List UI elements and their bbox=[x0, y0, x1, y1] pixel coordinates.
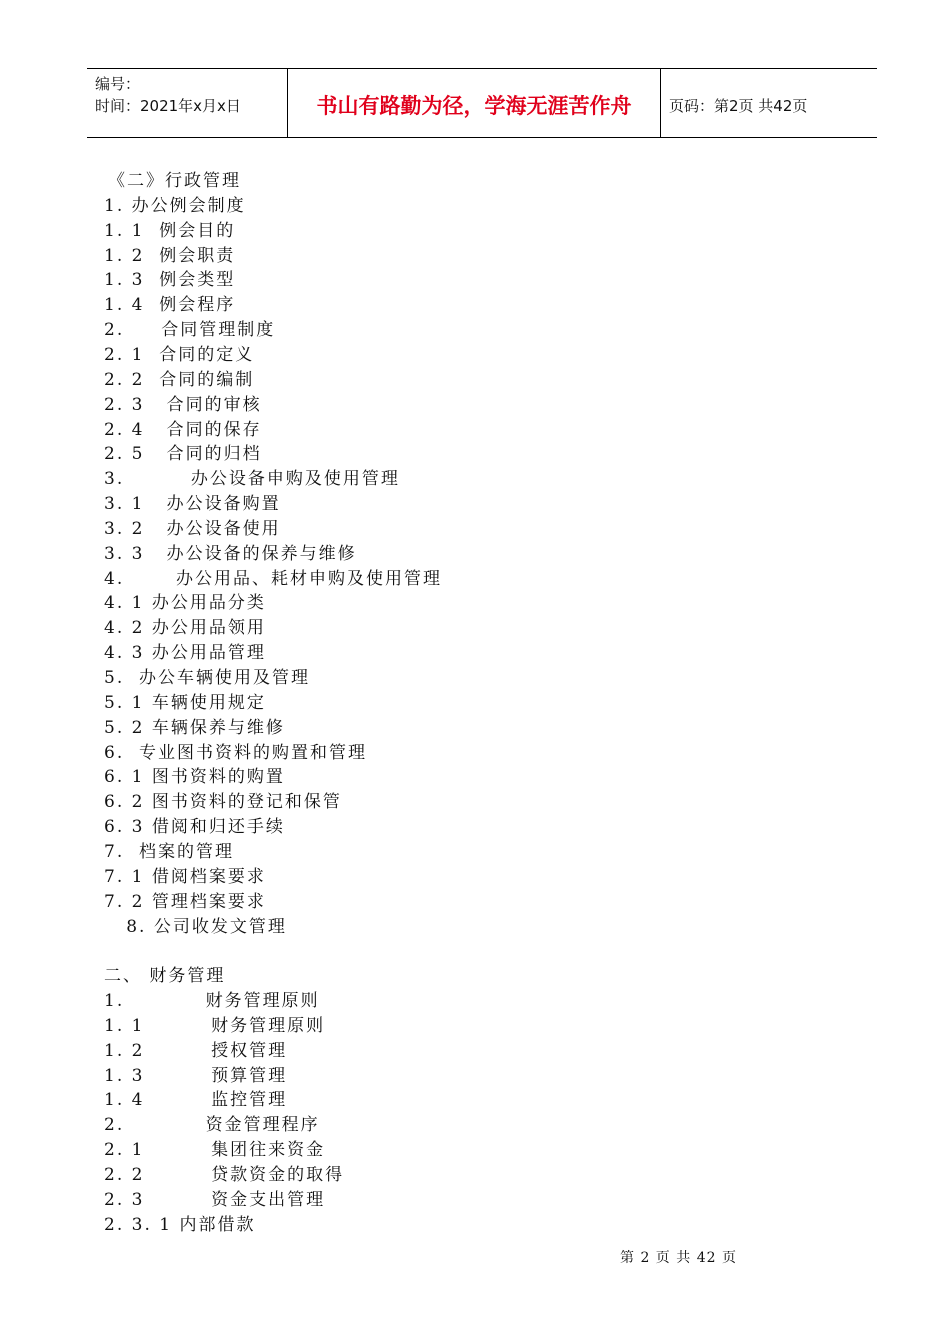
outline-line: 3. 3 办公设备的保养与维修 bbox=[104, 543, 357, 564]
outline-line: 2. 1 合同的定义 bbox=[104, 344, 255, 365]
outline-line: 2. 3. 1 内部借款 bbox=[104, 1214, 256, 1235]
outline-line: 2. 4 合同的保存 bbox=[104, 419, 262, 440]
outline-line: 7. 1 借阅档案要求 bbox=[104, 866, 266, 887]
outline-line: 2. 5 合同的归档 bbox=[104, 444, 262, 465]
outline-line: 1. 办公例会制度 bbox=[104, 195, 246, 216]
outline-line: 《二》行政管理 bbox=[108, 171, 241, 191]
outline-line: 4. 1 办公用品分类 bbox=[104, 593, 266, 614]
outline-line: 2. 1 集团往来资金 bbox=[104, 1140, 326, 1161]
outline-line: 8. 公司收发文管理 bbox=[104, 916, 287, 937]
outline-line: 1. 财务管理原则 bbox=[104, 991, 320, 1012]
outline-line: 1. 1 例会目的 bbox=[104, 220, 236, 241]
outline-line: 6. 2 图书资料的登记和保管 bbox=[104, 792, 342, 813]
outline-line: 5. 办公车辆使用及管理 bbox=[104, 668, 311, 688]
outline-line: 6. 专业图书资料的购置和管理 bbox=[104, 742, 368, 763]
outline-line: 6. 3 借阅和归还手续 bbox=[104, 817, 285, 838]
page-footer: 第 2 页 共 42 页 bbox=[620, 1250, 737, 1266]
outline-line: 3. 办公设备申购及使用管理 bbox=[104, 469, 400, 490]
outline-line: 2. 2 贷款资金的取得 bbox=[104, 1165, 345, 1185]
outline-line: 二、 财务管理 bbox=[104, 966, 226, 987]
outline-line: 4. 办公用品、耗材申购及使用管理 bbox=[104, 568, 443, 589]
outline-line: 5. 1 车辆使用规定 bbox=[104, 692, 266, 713]
outline-line: 2. 3 资金支出管理 bbox=[104, 1189, 326, 1210]
outline-line: 3. 1 办公设备购置 bbox=[104, 494, 281, 515]
outline-line: 6. 1 图书资料的购置 bbox=[104, 767, 285, 788]
outline-line: 1. 4 监控管理 bbox=[104, 1090, 288, 1111]
header-page-number: 页码：第2页 共42页 bbox=[669, 96, 808, 115]
outline-line: 1. 2 授权管理 bbox=[104, 1040, 288, 1061]
outline-line: 2. 合同管理制度 bbox=[104, 320, 276, 341]
outline-line: 1. 1 财务管理原则 bbox=[104, 1015, 326, 1036]
outline-line: 4. 3 办公用品管理 bbox=[104, 643, 266, 664]
outline-line: 5. 2 车辆保养与维修 bbox=[104, 717, 285, 738]
doc-number-label: 编号： bbox=[95, 75, 141, 93]
outline-line: 3. 2 办公设备使用 bbox=[104, 518, 281, 539]
outline-line: 2. 2 合同的编制 bbox=[104, 369, 255, 390]
outline-line: 1. 4 例会程序 bbox=[104, 295, 236, 316]
outline-line: 4. 2 办公用品领用 bbox=[104, 618, 266, 639]
outline-line: 2. 3 合同的审核 bbox=[104, 394, 262, 415]
outline-line: 2. 资金管理程序 bbox=[104, 1115, 320, 1136]
outline-line: 1. 2 例会职责 bbox=[104, 245, 236, 266]
doc-time-label: 时间：2021年x月x日 bbox=[95, 97, 241, 115]
outline-line: 7. 档案的管理 bbox=[104, 841, 235, 862]
header-motto: 书山有路勤为径，学海无涯苦作舟 bbox=[287, 69, 661, 137]
outline-line: 1. 3 预算管理 bbox=[104, 1065, 288, 1086]
outline-line: 1. 3 例会类型 bbox=[104, 270, 236, 291]
outline-line: 7. 2 管理档案要求 bbox=[104, 891, 266, 912]
